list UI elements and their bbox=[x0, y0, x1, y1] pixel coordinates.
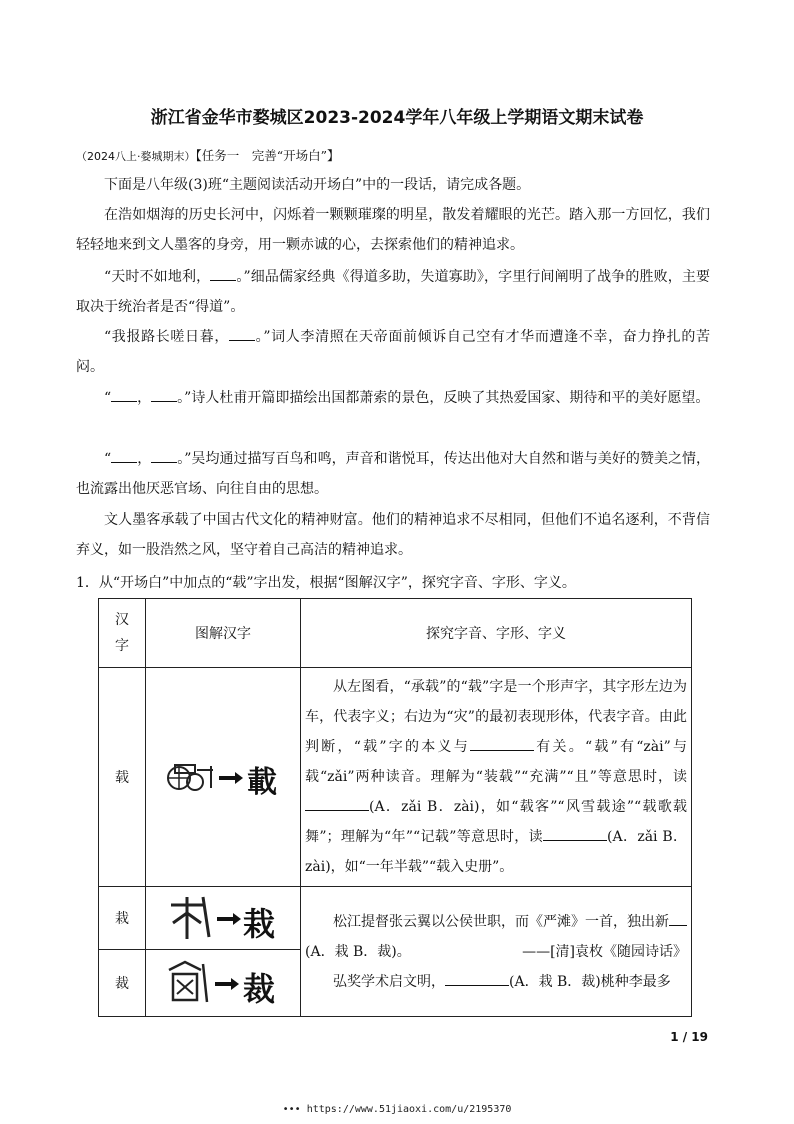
paragraph-dedao bbox=[76, 262, 710, 322]
comma: ， bbox=[137, 390, 152, 406]
zai-glyph: 載 bbox=[247, 765, 277, 800]
task-label: 【任务一 完善“开场白”】 bbox=[195, 148, 340, 163]
zai-text bbox=[305, 672, 687, 882]
diagram-zai-plant bbox=[146, 887, 301, 950]
answer-blank[interactable] bbox=[445, 971, 509, 986]
row-char: 裁 bbox=[99, 950, 146, 1017]
zai-plant-glyph: 栽 bbox=[243, 905, 276, 943]
paragraph-intro: 下面是八年级(3)班“主题阅读活动开场白”中的一段话，请完成各题。 bbox=[104, 177, 531, 193]
zai-evolution-image bbox=[163, 752, 283, 802]
paragraph-dufu bbox=[76, 383, 710, 413]
table-header-row bbox=[99, 599, 692, 668]
poem-line bbox=[305, 967, 687, 997]
citation: ——[清]袁枚《随园诗话》 bbox=[522, 943, 687, 960]
quote-start: “我报路长嗟日暮， bbox=[104, 329, 230, 345]
merged-text bbox=[305, 907, 687, 967]
answer-blank[interactable] bbox=[543, 826, 607, 841]
answer-blank[interactable] bbox=[151, 448, 177, 463]
quote-rest: 。”细品儒家经典《得道多助，失道寡助》，字里行间阐明了战争的胜败，主要取决于统治者是否“得道”。 bbox=[76, 269, 710, 315]
zai-text-part3: (A．zǎi B．zài)，如“载客”“风雪载途”“载歌载舞”；理解为“年”“记载”等意思时，读 bbox=[305, 799, 687, 845]
paragraph-wujun bbox=[76, 444, 710, 504]
zai-plant-evolution-image bbox=[163, 893, 283, 943]
header-explore: 探究字音、字形、字义 bbox=[301, 599, 692, 668]
source-line bbox=[76, 146, 340, 164]
zai-text-part1: 从左图看，“承载”的“载”字是一个形声字，其字形左边为车，代表字义；右边为“灾”的最初表现形体，代表字音。由此判断，“载”字的本义与 bbox=[305, 679, 687, 755]
poem-start: 弘奖学术启文明， bbox=[333, 973, 445, 990]
answer-blank[interactable] bbox=[210, 266, 236, 281]
quote-rest: 。”诗人杜甫开篇即描绘出国都萧索的景色，反映了其热爱国家、期待和平的美好愿望。 bbox=[177, 390, 710, 406]
table-row bbox=[99, 887, 692, 950]
answer-blank[interactable] bbox=[229, 326, 255, 341]
table-row bbox=[99, 668, 692, 887]
answer-blank[interactable] bbox=[669, 911, 687, 926]
quote-mark: “ bbox=[104, 390, 112, 406]
answer-blank[interactable] bbox=[111, 448, 137, 463]
answer-blank[interactable] bbox=[151, 387, 177, 402]
options: (A．栽 B．裁)。 bbox=[305, 943, 411, 960]
source-tag: （2024八上·婺城期末） bbox=[76, 150, 196, 163]
diagram-cai bbox=[146, 950, 301, 1017]
answer-blank[interactable] bbox=[111, 387, 137, 402]
header-image: 图解汉字 bbox=[146, 599, 301, 668]
zai-text-part2: 有关。“载”有“zài”与载“zǎi”两种读音。理解为“装载”“充满”“且”等意思时，读 bbox=[305, 739, 687, 785]
header-char-text: 汉字 bbox=[115, 612, 129, 654]
page-number: 1 / 19 bbox=[670, 1030, 708, 1044]
question-1: 1．从“开场白”中加点的“载”字出发，根据“图解汉字”，探究字音、字形、字义。 bbox=[76, 575, 576, 591]
quote-line: 松江提督张云翼以公侯世职，而《严滩》一首，独出新 bbox=[333, 913, 669, 930]
quote-rest: 。”词人李清照在天帝面前倾诉自己空有才华而遭逢不幸，奋力挣扎的苦闷。 bbox=[76, 329, 710, 375]
paragraph-liqingzhao bbox=[76, 322, 710, 382]
paragraph-opening: 在浩如烟海的历史长河中，闪烁着一颗颗璀璨的明星，散发着耀眼的光芒。踏入那一方回忆，我们轻轻地来到文人墨客的身旁，用一颗赤诚的心，去探索他们的精神追求。 bbox=[76, 207, 710, 253]
cai-evolution-image bbox=[163, 958, 283, 1008]
answer-blank[interactable] bbox=[305, 796, 369, 811]
row-char: 载 bbox=[99, 668, 146, 887]
quote-mark: “ bbox=[104, 451, 112, 467]
paragraph-closing: 文人墨客承载了中国古代文化的精神财富。他们的精神追求不尽相同，但他们不追名逐利，不背信弃义，如一股浩然之风，坚守着自己高洁的精神追求。 bbox=[76, 512, 710, 558]
comma: ， bbox=[137, 451, 152, 467]
quote-start: “天时不如地利， bbox=[104, 269, 211, 285]
answer-blank[interactable] bbox=[470, 736, 534, 751]
cai-glyph: 裁 bbox=[243, 970, 276, 1008]
zai-explanation bbox=[301, 668, 692, 887]
page-title: 浙江省金华市婺城区2023-2024学年八年级上学期语文期末试卷 bbox=[150, 108, 644, 128]
row-char: 栽 bbox=[99, 887, 146, 950]
merged-explanation bbox=[301, 887, 692, 1017]
zai-text-part4: (A．zǎi B．zài)，如“一年半载”“载入史册”。 bbox=[305, 829, 687, 875]
quote-rest: 。”吴均通过描写百鸟和鸣，声音和谐悦耳，传达出他对大自然和谐与美好的赞美之情，也流露出他厌恶官场、向往自由的思想。 bbox=[76, 451, 711, 497]
diagram-zai bbox=[146, 668, 301, 887]
footer-url[interactable]: ••• https://www.51jiaoxi.com/u/2195370 bbox=[282, 1104, 512, 1115]
poem-rest: (A．栽 B．裁)桃种李最多 bbox=[509, 973, 671, 990]
header-char bbox=[99, 599, 146, 668]
analysis-table bbox=[98, 598, 692, 1017]
